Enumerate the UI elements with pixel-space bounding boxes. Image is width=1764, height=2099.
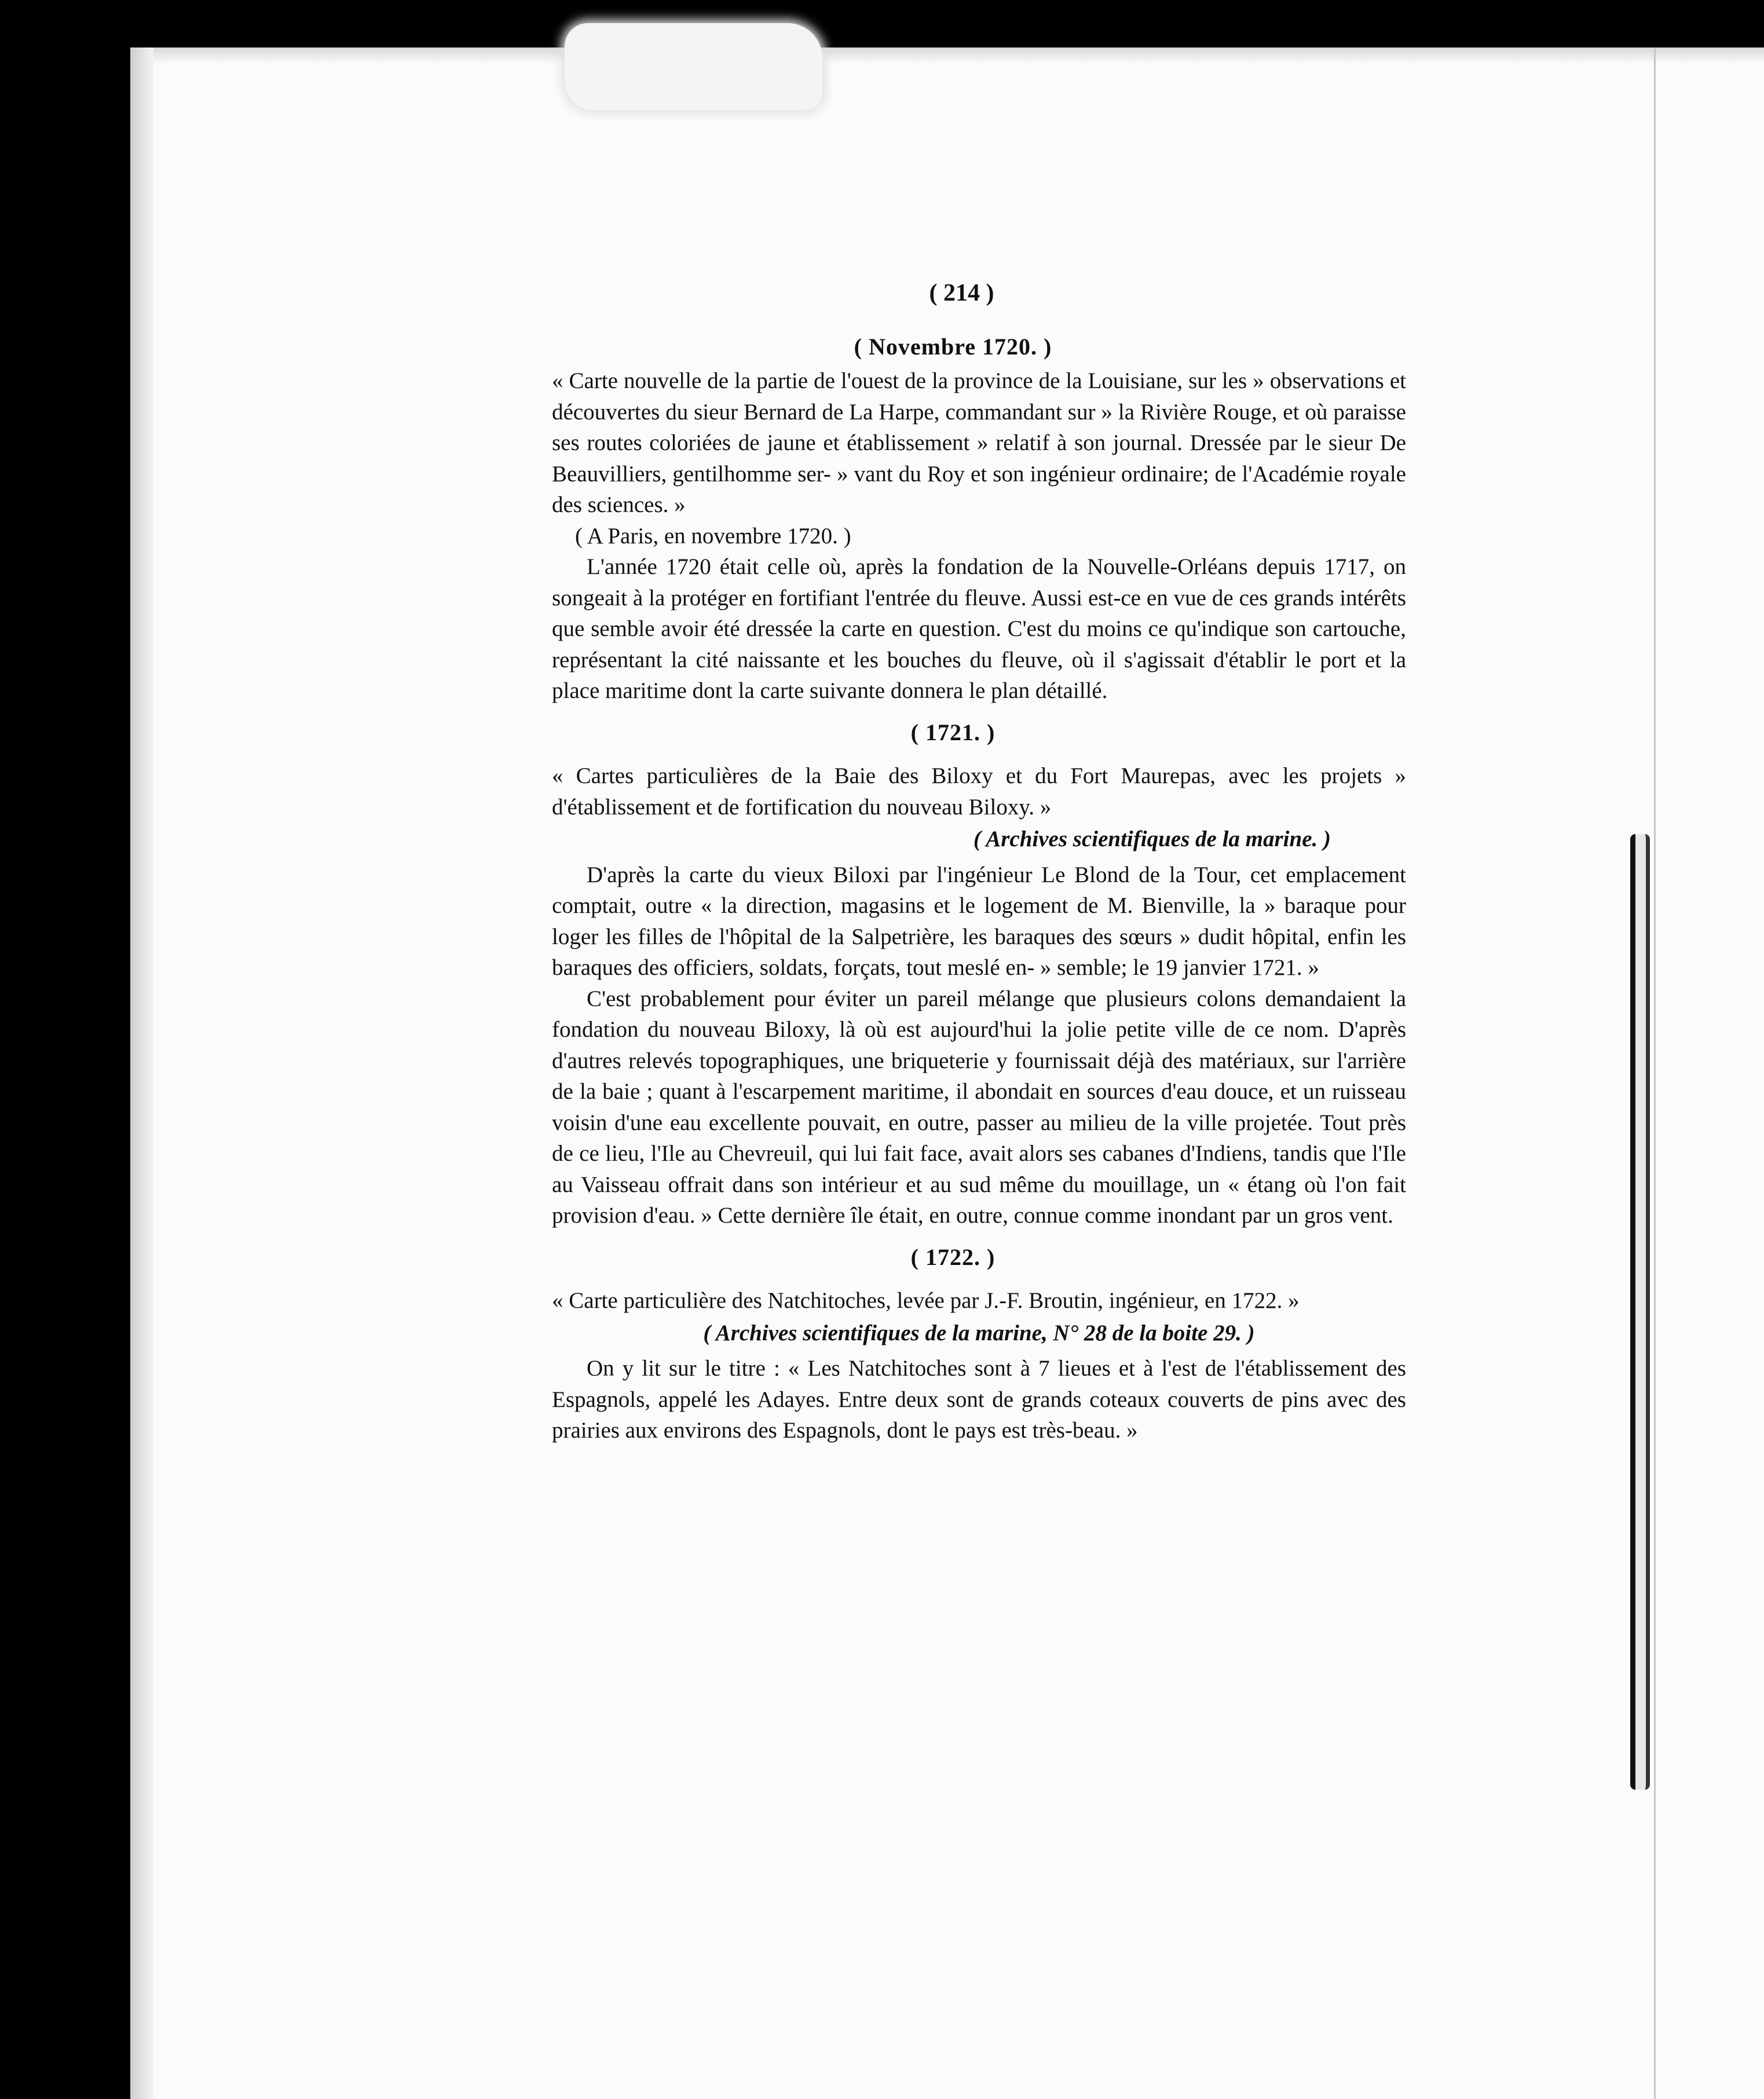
commentary-1721-b: C'est probablement pour éviter un pareil mélange que plusieurs colons demandaient la fondation du nouveau Biloxy, là où est aujourd'hui la jolie petite ville de ce nom. D'après d'autres relevés topographiques, une briqueterie y fournissait déjà des matériaux, sur l'arrière de la baie ; quant à l'escarpement maritime, il abondait en sources d'eau douce, et un ruisseau voisin d'une eau excellente pouvait, en outre, passer au milieu de la ville projetée. Tout près de ce lieu, l'Ile au Chevreuil, qui lui fait face, avait alors ses cabanes d'Indiens, tandis que l'Ile au Vaisseau offrait dans son intérieur et au sud même du mouillage, un « étang où l'on fait provision d'eau. » Cette dernière île était, en outre, connue comme inondant par un gros vent.: [552, 986, 1406, 1228]
section-date-1722: ( 1722. ): [910, 1244, 996, 1270]
clip-mark: [1630, 834, 1650, 1790]
paper-left-edge: [130, 47, 153, 2099]
paper-fold-line: [1654, 47, 1656, 2099]
section-date-1720: ( Novembre 1720. ): [854, 333, 1052, 360]
commentary-1722: On y lit sur le titre : « Les Natchitoches sont à 7 lieues et à l'est de l'établissement des Espagnols, appelé les Adayes. Entre deux sont de grands coteaux couverts de pins avec des prairies aux environs des Espagnols, dont le pays est très-beau. »: [552, 1356, 1406, 1443]
map-citation-1720: ( A Paris, en novembre 1720. ): [575, 523, 851, 548]
paper-top-edge: [130, 47, 1764, 63]
page-text: [552, 278, 1406, 1446]
archive-source-1722: ( Archives scientifiques de la marine, N° 28 de la boite 29. ): [703, 1320, 1255, 1345]
archive-source-1721: ( Archives scientifiques de la marine. ): [973, 827, 1331, 851]
section-date-1721: ( 1721. ): [910, 719, 996, 745]
commentary-1721-a: D'après la carte du vieux Biloxi par l'ingénieur Le Blond de la Tour, cet emplacement comptait, outre « la direction, magasins et le logement de M. Bienville, la » baraque pour loger les filles de l'hôpital de la Salpetrière, les baraques des sœurs » dudit hôpital, enfin les baraques des officiers, soldats, forçats, tout meslé en- » semble; le 19 janvier 1721. »: [552, 862, 1406, 980]
map-title-quote-1721: « Cartes particulières de la Baie des Biloxy et du Fort Maurepas, avec les projets » d'établissement et de fortification du nouveau Biloxy. »: [552, 763, 1406, 820]
map-title-quote-1722: « Carte particulière des Natchitoches, levée par J.-F. Broutin, ingénieur, en 1722. »: [552, 1288, 1300, 1313]
commentary-1720: L'année 1720 était celle où, après la fondation de la Nouvelle-Orléans depuis 1717, on songeait à la protéger en fortifiant l'entrée du fleuve. Aussi est-ce en vue de ces grands intérêts que semble avoir été dressée la carte en question. C'est du moins ce qu'indique son cartouche, représentant la cité naissante et les bouches du fleuve, où il s'agissait d'établir le port et la place maritime dont la carte suivante donnera le plan détaillé.: [552, 554, 1406, 703]
page-number: ( 214 ): [929, 280, 994, 306]
tape-residue: [565, 23, 822, 110]
map-title-quote-1720: « Carte nouvelle de la partie de l'ouest de la province de la Louisiane, sur les » observations et découvertes du sieur Bernard de La Harpe, commandant sur » la Rivière Rouge, et où paraisse ses routes coloriées de jaune et établissement » relatif à son journal. Dressée par le sieur De Beauvilliers, gentilhomme ser- » vant du Roy et son ingénieur ordinaire; de l'Académie royale des sciences. »: [552, 368, 1406, 517]
